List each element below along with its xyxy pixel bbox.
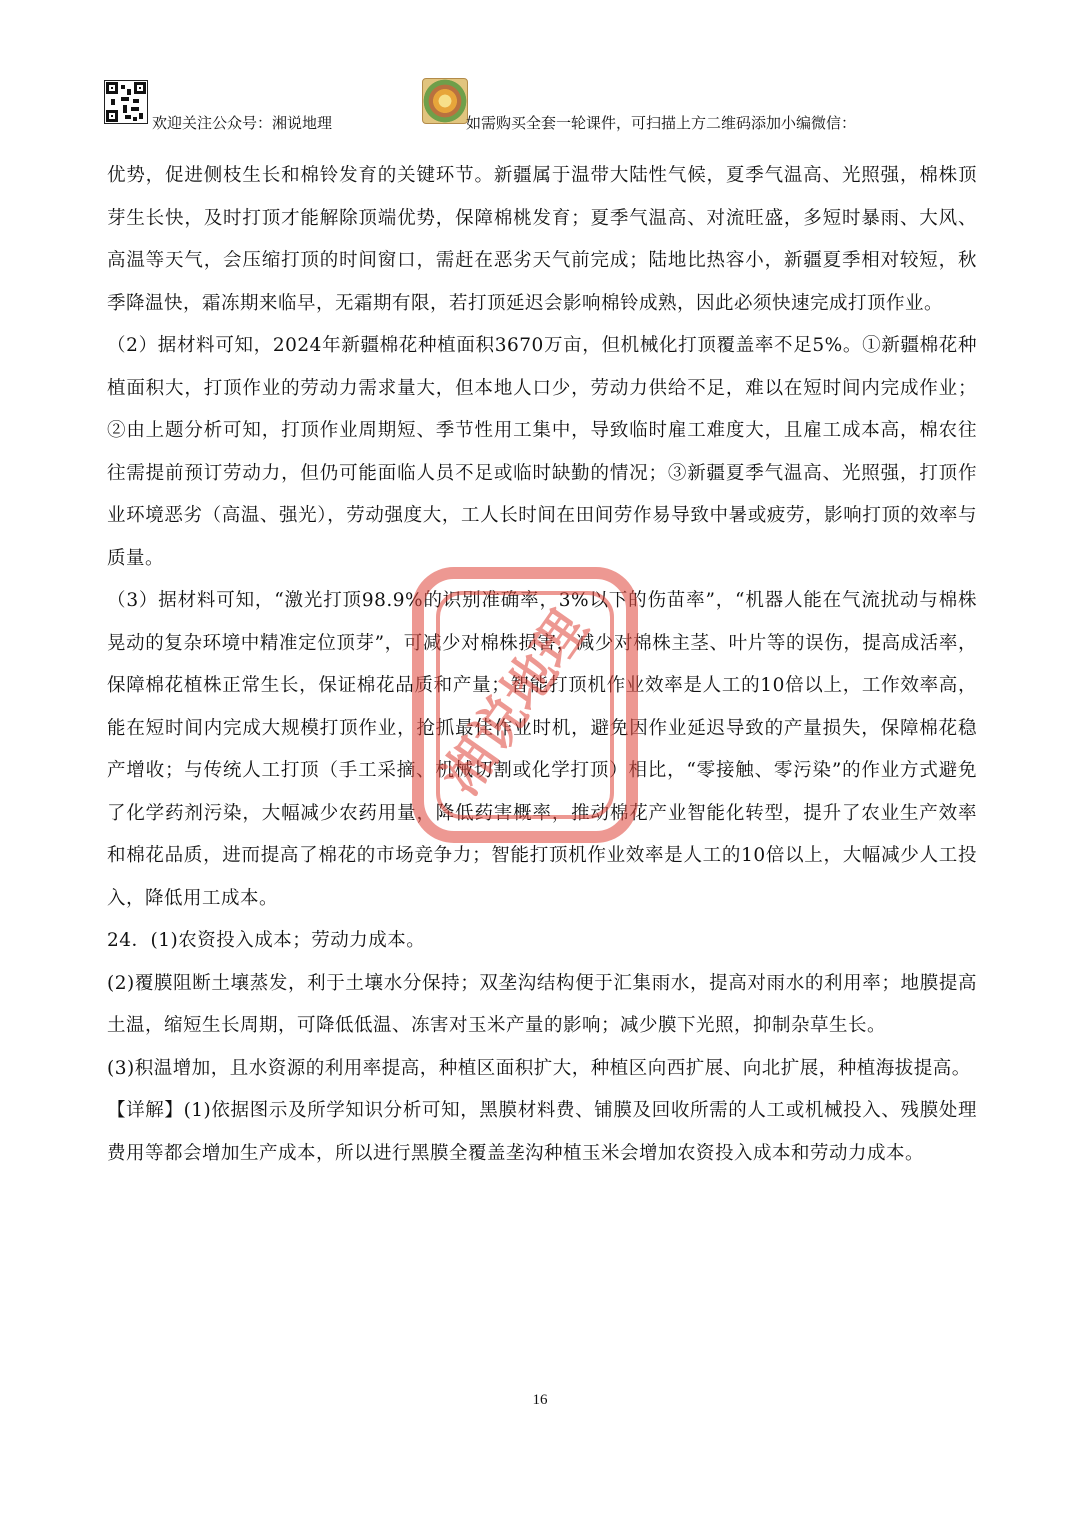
purchase-info-text: 如需购买全套一轮课件，可扫描上方二维码添加小编微信： bbox=[466, 114, 857, 132]
page-header bbox=[104, 76, 984, 132]
stamp-text: 湘说地理 bbox=[430, 600, 600, 806]
paragraph: 优势，促进侧枝生长和棉铃发育的关键环节。新疆属于温带大陆性气候，夏季气温高、光照强，棉株顶芽生长快，及时打顶才能解除顶端优势，保障棉桃发育；夏季气温高、对流旺盛，多短时暴雨、大风、高温等天气，会压缩打顶的时间窗口，需赶在恶劣天气前完成；陆地比热容小，新疆夏季相对较短，秋季降温快，霜冻期来临早，无霜期有限，若打顶延迟会影响棉铃成熟，因此必须快速完成打顶作业。 bbox=[107, 165, 977, 314]
paragraph: （2）据材料可知，2024年新疆棉花种植面积3670万亩，但机械化打顶覆盖率不足5%。①新疆棉花种植面积大，打顶作业的劳动力需求量大，但本地人口少，劳动力供给不足，难以在短时间内完成作业；②由上题分析可知，打顶作业周期短、季节性用工集中，导致临时雇工难度大，且雇工成本高，棉农往往需提前预订劳动力，但仍可能面临人员不足或临时缺勤的情况；③新疆夏季气温高、光照强，打顶作业环境恶劣（高温、强光），劳动强度大，工人长时间在田间劳作易导致中暑或疲劳，影响打顶的效率与质量。 bbox=[107, 335, 977, 569]
qr-code-icon bbox=[104, 80, 148, 124]
paragraph: 【详解】(1)依据图示及所学知识分析可知，黑膜材料费、铺膜及回收所需的人工或机械投入、残膜处理费用等都会增加生产成本，所以进行黑膜全覆盖垄沟种植玉米会增加农资投入成本和劳动力成本。 bbox=[107, 1100, 977, 1164]
paragraph: (3)积温增加，且水资源的利用率提高，种植区面积扩大，种植区向西扩展、向北扩展，种植海拔提高。 bbox=[107, 1057, 971, 1079]
account-logo-icon bbox=[422, 78, 468, 124]
follow-account-text: 欢迎关注公众号：湘说地理 bbox=[152, 114, 333, 132]
page-number: 16 bbox=[532, 1392, 548, 1408]
paragraph: 24．(1)农资投入成本；劳动力成本。 bbox=[107, 930, 426, 951]
paragraph: (2)覆膜阻断土壤蒸发，利于土壤水分保持；双垄沟结构便于汇集雨水，提高对雨水的利用率；地膜提高土温，缩短生长周期，可降低低温、冻害对玉米产量的影响；减少膜下光照，抑制杂草生长。 bbox=[107, 972, 977, 1036]
answer-content bbox=[107, 155, 977, 1175]
paragraph: （3）据材料可知，“激光打顶98.9%的识别准确率，3%以下的伤苗率”，“机器人能在气流扰动与棉株晃动的复杂环境中精准定位顶芽”，可减少对棉株损害，减少对棉株主茎、叶片等的误伤，提高成活率，保障棉花植株正常生长，保证棉花品质和产量；智能打顶机作业效率是人工的10倍以上，工作效率高，能在短时间内完成大规模打顶作业，抢抓最佳作业时机，避免因作业延迟导致的产量损失，保障棉花稳产增收；与传统人工打顶（手工采摘、机械切割或化学打顶）相比，“零接触、零污染”的作业方式避免了化学药剂污染，大幅减少农药用量，降低药害概率，推动棉花产业智能化转型，提升了农业生产效率和棉花品质，进而提高了棉花的市场竞争力；智能打顶机作业效率是人工的10倍以上，大幅减少人工投入，降低用工成本。 bbox=[107, 590, 977, 909]
